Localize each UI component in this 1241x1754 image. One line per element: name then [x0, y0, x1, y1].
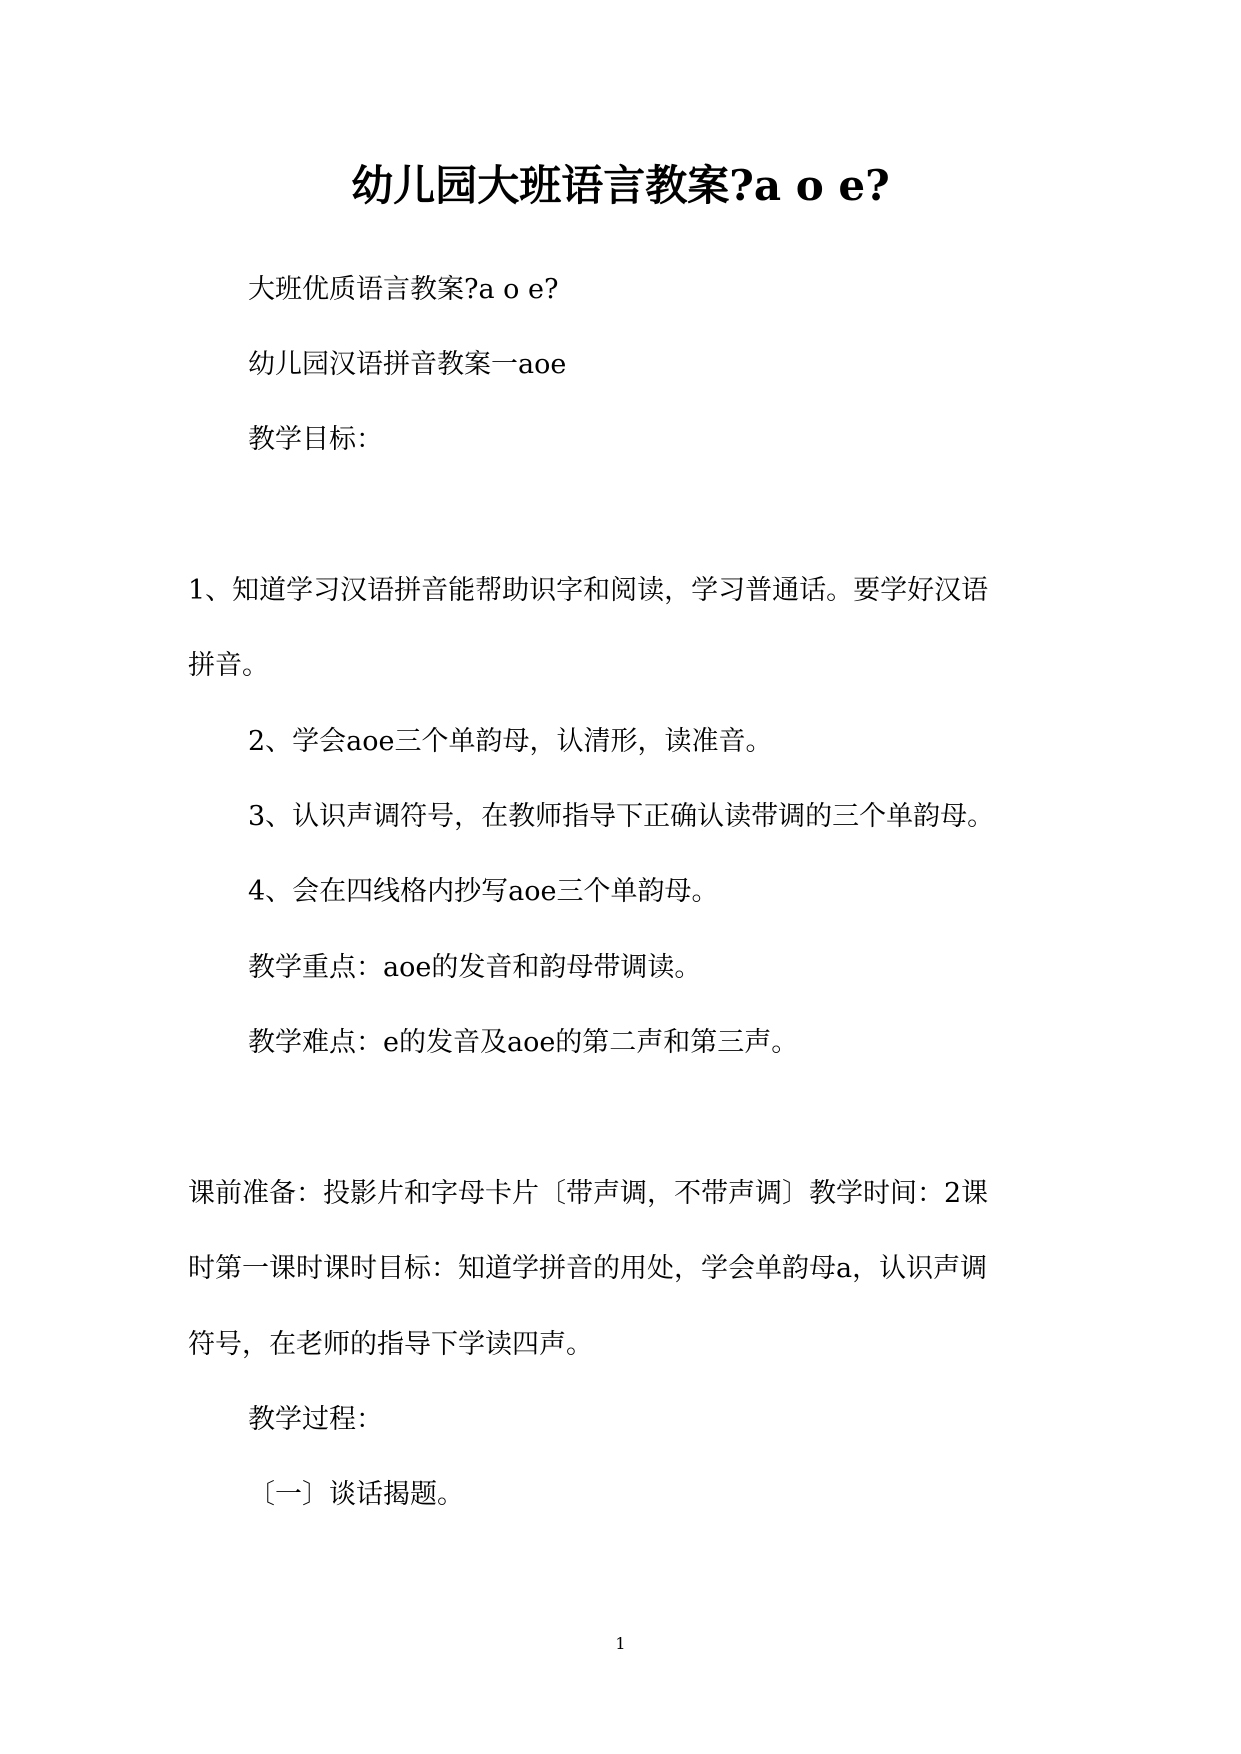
difficulty: 教学难点：e的发音及aoe的第二声和第三声。	[248, 1027, 799, 1058]
goals-label: 教学目标：	[248, 424, 383, 455]
prep-line1: 课前准备：投影片和字母卡片〔带声调，不带声调〕教学时间：2课	[188, 1178, 989, 1209]
goal-3: 3、认识声调符号，在教师指导下正确认读带调的三个单韵母。	[248, 801, 995, 832]
document-title: 幼儿园大班语言教案?a o e?	[351, 161, 890, 210]
key-point: 教学重点：aoe的发音和韵母带调读。	[248, 952, 702, 983]
heading-pinyin: 幼儿园汉语拼音教案一aoe	[248, 349, 567, 380]
goal-4: 4、会在四线格内抄写aoe三个单韵母。	[248, 876, 719, 907]
goal-1-line2: 拼音。	[188, 650, 269, 681]
prep-line2: 时第一课时课时目标：知道学拼音的用处，学会单韵母a，认识声调	[188, 1253, 988, 1284]
page-number: 1	[615, 1634, 626, 1653]
goal-2: 2、学会aoe三个单韵母，认清形，读准音。	[248, 726, 773, 757]
prep-line3: 符号，在老师的指导下学读四声。	[188, 1329, 593, 1360]
subtitle: 大班优质语言教案?a o e?	[248, 274, 559, 305]
process-label: 教学过程：	[248, 1404, 383, 1435]
step-1: 〔一〕谈话揭题。	[248, 1479, 464, 1510]
goal-1-line1: 1、知道学习汉语拼音能帮助识字和阅读，学习普通话。要学好汉语	[188, 575, 989, 606]
